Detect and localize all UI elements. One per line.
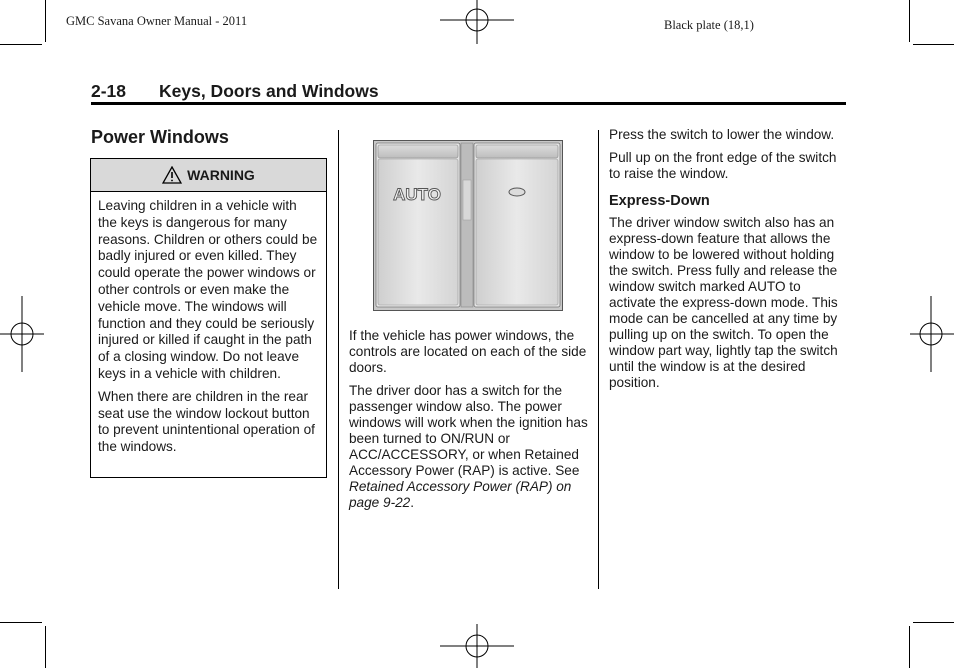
crop-mark — [45, 0, 46, 42]
middle-column — [349, 328, 589, 518]
auto-label: AUTO — [393, 185, 441, 204]
section-header — [91, 81, 379, 102]
crop-mark — [913, 622, 954, 623]
plate-label: Black plate (18,1) — [664, 18, 754, 32]
crop-mark — [0, 44, 42, 45]
right-column — [609, 127, 849, 398]
column-divider — [338, 130, 339, 589]
registration-mark-bottom — [440, 624, 514, 668]
registration-mark-left — [0, 296, 46, 372]
warning-label: WARNING — [187, 167, 255, 183]
registration-mark-top — [440, 0, 514, 46]
crop-mark — [909, 626, 910, 668]
warning-header — [91, 159, 326, 192]
crop-mark — [0, 622, 42, 623]
crop-mark — [45, 626, 46, 668]
column-divider — [598, 130, 599, 589]
lower-window-paragraph: Press the switch to lower the window. — [609, 127, 835, 142]
header-rule — [91, 102, 846, 105]
raise-window-paragraph: Pull up on the front edge of the switch to raise the window. — [609, 150, 837, 181]
cross-reference: Retained Accessory Power (RAP) on page 9-22 — [349, 479, 572, 510]
page-number: 2-18 — [91, 81, 127, 101]
warning-body — [91, 192, 326, 456]
intro-paragraph: If the vehicle has power windows, the controls are located on each of the side doors. — [349, 328, 587, 375]
registration-mark-right — [908, 296, 954, 372]
warning-icon — [162, 166, 182, 184]
lockout-button-icon — [509, 188, 525, 196]
express-down-paragraph: The driver window switch also has an express-down feature that allows the window to be lowered without holding the switch. Press fully and release the window switch marked AUTO to activate the express-down mode. This mode can be cancelled at any time by pulling up on the switch. To open the window part way, lightly tap the switch until the window is at the desired position. — [609, 215, 838, 390]
crop-mark — [913, 44, 954, 45]
page-heading: Power Windows — [91, 127, 229, 147]
warning-box — [90, 158, 327, 478]
manual-title: GMC Savana Owner Manual - 2011 — [66, 14, 248, 28]
section-title: Keys, Doors and Windows — [159, 81, 379, 101]
driver-door-paragraph: The driver door has a switch for the passenger window also. The power windows will work when the ignition has been turned to ON/RUN or ACC/ACCESSORY, or when Retained Accessory Power (RAP) is active. See Retained Accessory Power (RAP) on page 9-22. — [349, 383, 588, 510]
warning-paragraph: Leaving children in a vehicle with the keys is dangerous for many reasons. Children or others could be badly injured or even killed. They could operate the power windows or other controls or even make the vehicle move. The windows will function and they could be seriously injured or killed if caught in the path of a closing window. Do not leave keys in a vehicle with children. — [98, 198, 318, 381]
crop-mark — [909, 0, 910, 42]
power-window-switch-illustration — [373, 140, 563, 311]
warning-paragraph: When there are children in the rear seat use the window lockout button to prevent unintentional operation of the windows. — [98, 388, 315, 455]
express-down-heading: Express-Down — [609, 193, 710, 209]
